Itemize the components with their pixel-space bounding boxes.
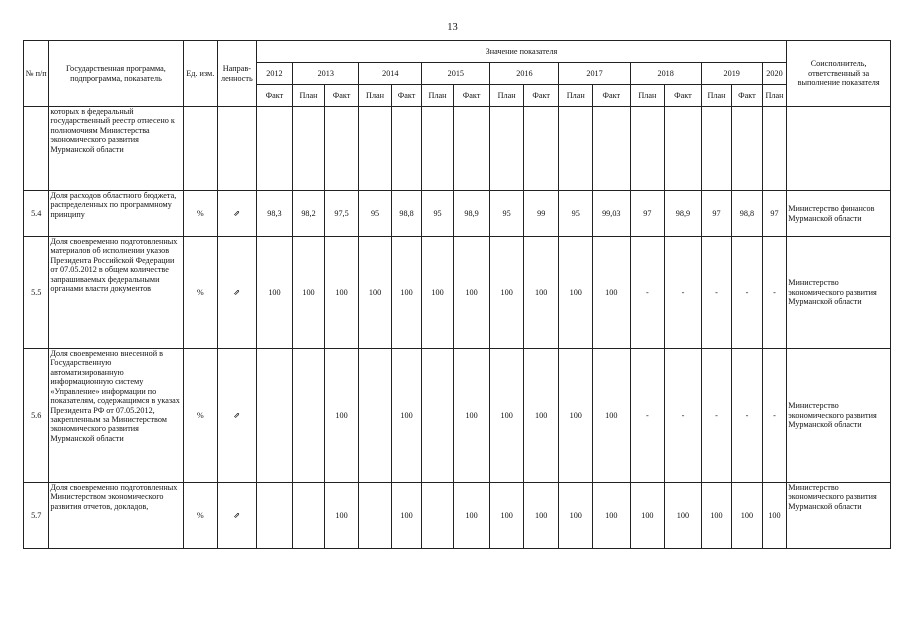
indicators-table bbox=[23, 40, 891, 549]
unit-cell: % bbox=[183, 483, 218, 549]
subhead-cell: План bbox=[701, 85, 731, 107]
col-num-header: № п/п bbox=[24, 41, 49, 107]
year-header: 2014 bbox=[359, 63, 422, 85]
value-cell: 100 bbox=[453, 237, 490, 349]
value-cell bbox=[523, 107, 559, 191]
page-number: 13 bbox=[447, 22, 458, 33]
value-cell bbox=[359, 107, 392, 191]
row-number: 5.6 bbox=[24, 349, 49, 483]
value-cell: - bbox=[762, 349, 787, 483]
value-cell: 100 bbox=[732, 483, 762, 549]
year-header: 2020 bbox=[762, 63, 787, 85]
value-cell: 100 bbox=[293, 237, 325, 349]
value-cell: - bbox=[732, 237, 762, 349]
value-cell: 98,8 bbox=[732, 191, 762, 237]
subhead-cell: Факт bbox=[324, 85, 359, 107]
value-cell bbox=[391, 107, 421, 191]
value-cell: 100 bbox=[490, 483, 524, 549]
table-row bbox=[24, 483, 891, 549]
unit-cell: % bbox=[183, 237, 218, 349]
value-cell bbox=[422, 107, 454, 191]
coexecutor-cell: Министерство экономического развития Мурманской области bbox=[787, 483, 891, 549]
col-unit-header: Ед. изм. bbox=[183, 41, 218, 107]
values-group-header: Значение показателя bbox=[256, 41, 787, 63]
value-cell: 99,03 bbox=[593, 191, 631, 237]
unit-cell: % bbox=[183, 349, 218, 483]
value-cell bbox=[701, 107, 731, 191]
table-row bbox=[24, 191, 891, 237]
value-cell bbox=[293, 349, 325, 483]
value-cell: - bbox=[732, 349, 762, 483]
value-cell bbox=[490, 107, 524, 191]
value-cell: 100 bbox=[762, 483, 787, 549]
value-cell bbox=[422, 483, 454, 549]
subhead-cell: План bbox=[630, 85, 665, 107]
value-cell: 100 bbox=[324, 237, 359, 349]
value-cell: 100 bbox=[630, 483, 665, 549]
value-cell: - bbox=[630, 349, 665, 483]
direction-arrow-icon bbox=[218, 107, 257, 191]
value-cell: 97 bbox=[762, 191, 787, 237]
coexecutor-cell: Министерство экономического развития Мурманской области bbox=[787, 349, 891, 483]
row-number: 5.4 bbox=[24, 191, 49, 237]
value-cell: 100 bbox=[490, 349, 524, 483]
value-cell: 100 bbox=[665, 483, 702, 549]
value-cell: 100 bbox=[391, 483, 421, 549]
value-cell bbox=[665, 107, 702, 191]
year-header: 2019 bbox=[701, 63, 762, 85]
value-cell: 100 bbox=[391, 349, 421, 483]
value-cell: - bbox=[665, 349, 702, 483]
year-header: 2012 bbox=[256, 63, 293, 85]
value-cell: 100 bbox=[523, 349, 559, 483]
subhead-cell: План bbox=[422, 85, 454, 107]
value-cell: - bbox=[630, 237, 665, 349]
indicator-name: которых в федеральный государственный реестр отнесено к полномочиям Министерства экономического развития Мурманской области bbox=[49, 107, 183, 191]
value-cell bbox=[422, 349, 454, 483]
col-program-header: Государственная программа, подпрограмма, показатель bbox=[49, 41, 183, 107]
year-header: 2017 bbox=[559, 63, 630, 85]
value-cell: 100 bbox=[559, 237, 593, 349]
subhead-cell: План bbox=[559, 85, 593, 107]
coexecutor-cell: Министерство финансов Мурманской области bbox=[787, 191, 891, 237]
value-cell: 98,2 bbox=[293, 191, 325, 237]
value-cell: 98,9 bbox=[453, 191, 490, 237]
direction-arrow-icon: ⇗ bbox=[218, 349, 257, 483]
value-cell: 100 bbox=[391, 237, 421, 349]
year-header: 2018 bbox=[630, 63, 701, 85]
value-cell: 95 bbox=[490, 191, 524, 237]
value-cell: - bbox=[701, 349, 731, 483]
col-direction-header: Направ- ленность bbox=[218, 41, 257, 107]
direction-arrow-icon: ⇗ bbox=[218, 483, 257, 549]
indicator-name: Доля своевременно внесенной в Государственную автоматизированную информационную систему «Управление» информации по показателям, содержащимся в указах Президента РФ от 07.05.2012, закрепленным за Министерством экономического развития Мурманской области bbox=[49, 349, 183, 483]
table-row bbox=[24, 349, 891, 483]
subhead-cell: Факт bbox=[665, 85, 702, 107]
value-cell: 100 bbox=[359, 237, 392, 349]
value-cell: 98,8 bbox=[391, 191, 421, 237]
value-cell: 99 bbox=[523, 191, 559, 237]
unit-cell bbox=[183, 107, 218, 191]
year-header: 2015 bbox=[422, 63, 490, 85]
value-cell: 100 bbox=[422, 237, 454, 349]
indicator-name: Доля своевременно подготовленных Министерством экономического развития отчетов, докладов, bbox=[49, 483, 183, 549]
unit-cell: % bbox=[183, 191, 218, 237]
value-cell: 95 bbox=[422, 191, 454, 237]
value-cell: 100 bbox=[324, 483, 359, 549]
subhead-cell: План bbox=[359, 85, 392, 107]
row-number: 5.7 bbox=[24, 483, 49, 549]
value-cell: 98,9 bbox=[665, 191, 702, 237]
subhead-cell: Факт bbox=[523, 85, 559, 107]
value-cell: 97 bbox=[630, 191, 665, 237]
indicator-name: Доля своевременно подготовленных материалов об исполнении указов Президента Российской Федерации от 07.05.2012 в общем количестве запрашиваемых федеральными органами власти документов bbox=[49, 237, 183, 349]
value-cell bbox=[732, 107, 762, 191]
table-row bbox=[24, 237, 891, 349]
direction-arrow-icon: ⇗ bbox=[218, 191, 257, 237]
value-cell: - bbox=[701, 237, 731, 349]
value-cell bbox=[324, 107, 359, 191]
value-cell bbox=[256, 107, 293, 191]
value-cell: 100 bbox=[593, 237, 631, 349]
value-cell: 98,3 bbox=[256, 191, 293, 237]
subhead-cell: Факт bbox=[256, 85, 293, 107]
value-cell: 100 bbox=[453, 483, 490, 549]
subhead-cell: Факт bbox=[732, 85, 762, 107]
subhead-cell: План bbox=[762, 85, 787, 107]
value-cell: 97,5 bbox=[324, 191, 359, 237]
row-number: 5.5 bbox=[24, 237, 49, 349]
coexecutor-cell bbox=[787, 107, 891, 191]
value-cell: 100 bbox=[324, 349, 359, 483]
value-cell bbox=[359, 349, 392, 483]
subhead-cell: Факт bbox=[593, 85, 631, 107]
subhead-cell: Факт bbox=[391, 85, 421, 107]
value-cell: - bbox=[762, 237, 787, 349]
year-header: 2016 bbox=[490, 63, 559, 85]
value-cell: 100 bbox=[701, 483, 731, 549]
row-number bbox=[24, 107, 49, 191]
value-cell: 97 bbox=[701, 191, 731, 237]
value-cell: 100 bbox=[490, 237, 524, 349]
value-cell: 100 bbox=[523, 237, 559, 349]
value-cell bbox=[593, 107, 631, 191]
coexecutor-cell: Министерство экономического развития Мурманской области bbox=[787, 237, 891, 349]
value-cell: 100 bbox=[593, 483, 631, 549]
value-cell: 100 bbox=[593, 349, 631, 483]
value-cell: - bbox=[665, 237, 702, 349]
indicator-name: Доля расходов областного бюджета, распределенных по программному принципу bbox=[49, 191, 183, 237]
subhead-cell: Факт bbox=[453, 85, 490, 107]
value-cell bbox=[762, 107, 787, 191]
value-cell bbox=[453, 107, 490, 191]
value-cell bbox=[293, 107, 325, 191]
table-row bbox=[24, 107, 891, 191]
value-cell: 100 bbox=[453, 349, 490, 483]
value-cell: 100 bbox=[559, 483, 593, 549]
value-cell: 100 bbox=[523, 483, 559, 549]
value-cell: 95 bbox=[559, 191, 593, 237]
value-cell bbox=[256, 349, 293, 483]
subhead-cell: План bbox=[293, 85, 325, 107]
value-cell bbox=[293, 483, 325, 549]
value-cell bbox=[559, 107, 593, 191]
value-cell bbox=[630, 107, 665, 191]
value-cell: 95 bbox=[359, 191, 392, 237]
value-cell: 100 bbox=[256, 237, 293, 349]
value-cell bbox=[256, 483, 293, 549]
value-cell bbox=[359, 483, 392, 549]
direction-arrow-icon: ⇗ bbox=[218, 237, 257, 349]
value-cell: 100 bbox=[559, 349, 593, 483]
year-header: 2013 bbox=[293, 63, 359, 85]
subhead-cell: План bbox=[490, 85, 524, 107]
col-coexec-header: Соисполнитель, ответственный за выполнение показателя bbox=[787, 41, 891, 107]
